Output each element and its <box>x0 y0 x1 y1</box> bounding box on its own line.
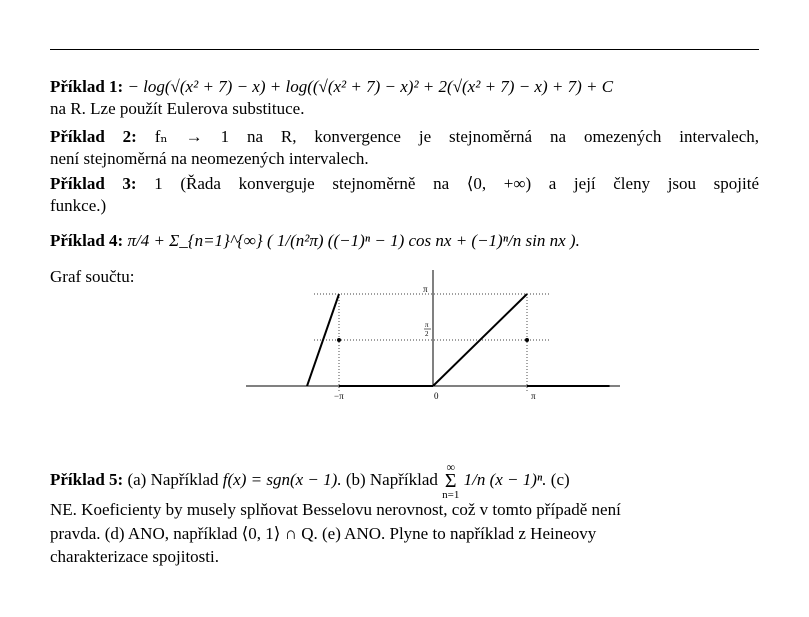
example-5-b: (b) Například <box>345 469 438 489</box>
tick-label-y-half-pi-num: π <box>425 321 429 329</box>
example-5-a-formula: f(x) = sgn(x − 1). <box>222 469 342 489</box>
example-3-text-1: 1 (Řada konverguje stejnoměrně na ⟨0, +∞) a její členy jsou spojité <box>154 174 760 193</box>
example-5-line-1 <box>50 461 759 501</box>
example-5-line-3: pravda. (d) ANO, například ⟨0, 1⟩ ∩ Q. (e) ANO. Plyne to například z Heineovy <box>50 524 597 543</box>
example-1-text: na R. Lze použít Eulerova substituce. <box>50 99 305 118</box>
sum-upper: ∞ <box>446 460 456 474</box>
graph-point-1 <box>525 338 529 342</box>
example-4-label: Příklad 4: <box>50 231 124 250</box>
tick-label-neg-pi: −π <box>334 391 344 401</box>
sum-lower: n=1 <box>442 489 460 501</box>
example-3-label: Příklad 3: <box>50 174 137 193</box>
sum-sign: Σ <box>444 470 457 492</box>
example-4-formula: π/4 + Σ_{n=1}^{∞} ( 1/(n²π) ((−1)ⁿ − 1) cos nx + (−1)ⁿ/n sin nx ). <box>127 231 580 250</box>
example-5-line-2: NE. Koeficienty by musely splňovat Besselovu nerovnost, což v tomto případě není <box>50 500 621 519</box>
example-5-a: (a) Například <box>127 469 219 489</box>
example-1-label: Příklad 1: <box>50 77 124 96</box>
example-3-line-2: funkce.) <box>50 196 107 215</box>
example-5-line-4: charakterizace spojitosti. <box>50 547 219 566</box>
example-5-sum <box>442 461 459 501</box>
graph-segment-0 <box>307 294 339 386</box>
example-2-text-1: fₙ → 1 na R, konvergence je stejnoměrná na omezených intervalech, <box>154 127 760 146</box>
example-2-label: Příklad 2: <box>50 127 137 146</box>
tick-label-pi: π <box>531 391 536 401</box>
graph-axes <box>246 270 620 386</box>
example-2-line-2: není stejnoměrná na neomezených intervalech. <box>50 149 369 168</box>
graph-point-0 <box>337 338 341 342</box>
tick-label-y-half-pi-den: 2 <box>425 330 429 338</box>
example-5-c: (c) <box>550 469 570 489</box>
example-1-formula: − log(√(x² + 7) − x) + log((√(x² + 7) − x)² + 2(√(x² + 7) − x) + 7) + C <box>127 77 614 96</box>
graph-guides <box>314 294 550 392</box>
graph-label: Graf součtu: <box>50 267 135 286</box>
example-5-label: Příklad 5: <box>50 469 124 489</box>
example-5-b-formula: 1/n (x − 1)ⁿ. <box>463 469 547 489</box>
tick-label-y-pi: π <box>423 284 428 294</box>
tick-label-zero: 0 <box>434 391 439 401</box>
